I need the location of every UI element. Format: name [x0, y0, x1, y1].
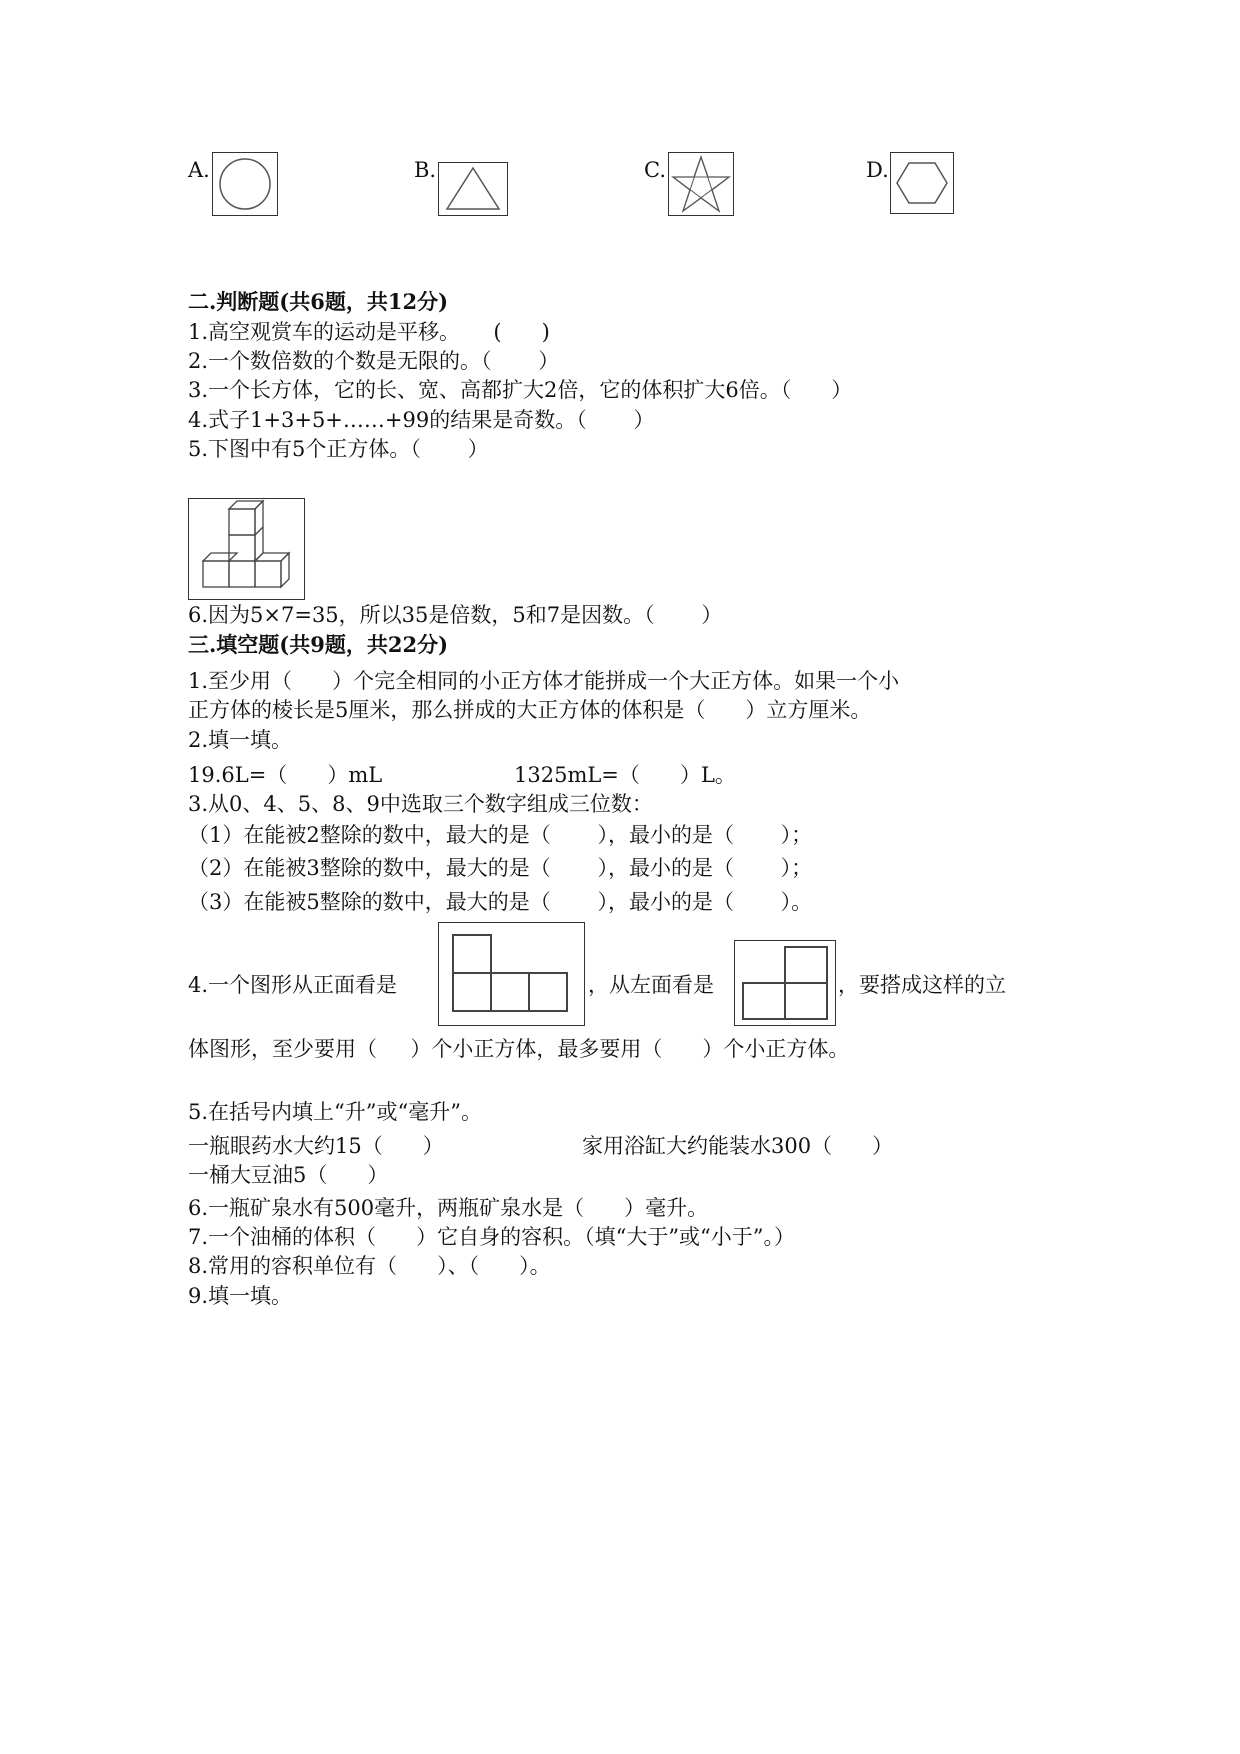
s3-question-4b: ，从左面看是: [588, 973, 714, 997]
s2-question-5: 5.下图中有5个正方体。（ ）: [188, 437, 489, 461]
s3-question-4d: 体图形，至少要用（ ）个小正方体，最多要用（ ）个小正方体。: [188, 1037, 850, 1061]
s3-question-2b: 1325mL=（ ）L。: [514, 763, 736, 787]
section2-heading: 二.判断题(共6题，共12分): [188, 289, 449, 314]
s3-question-8: 8.常用的容积单位有（ ）、（ ）。: [188, 1254, 551, 1278]
s3-question-2: 2.填一填。: [188, 728, 293, 752]
s3-question-6: 6.一瓶矿泉水有500毫升，两瓶矿泉水是（ ）毫升。: [188, 1196, 709, 1220]
left-view-figure: [734, 940, 836, 1026]
s3-question-7: 7.一个油桶的体积（ ）它自身的容积。（填“大于”或“小于”。）: [188, 1225, 796, 1249]
s3-question-1b: 正方体的棱长是5厘米，那么拼成的大正方体的体积是（ ）立方厘米。: [188, 698, 872, 722]
circle-icon: [213, 153, 277, 215]
section3-heading: 三.填空题(共9题，共22分): [188, 632, 449, 657]
s3-question-5a: 一瓶眼药水大约15（ ）: [188, 1134, 444, 1158]
s3-question-4a: 4.一个图形从正面看是: [188, 973, 398, 997]
s2-question-6: 6.因为5×7=35，所以35是倍数，5和7是因数。（ ）: [188, 603, 723, 627]
s2-question-4: 4.式子1+3+5+……+99的结果是奇数。（ ）: [188, 408, 655, 432]
option-c-box: [668, 152, 734, 216]
s3-question-5: 5.在括号内填上“升”或“毫升”。: [188, 1100, 482, 1124]
option-a-box: [212, 152, 278, 216]
cube-stack-figure: [188, 498, 305, 600]
star-icon: [669, 153, 733, 215]
option-d-label: D.: [866, 158, 889, 182]
s3-question-2a: 19.6L=（ ）mL: [188, 763, 383, 787]
s3-question-4c: ，要搭成这样的立: [838, 973, 1006, 997]
option-d-box: [890, 152, 954, 214]
hexagon-icon: [891, 153, 953, 213]
option-b-label: B.: [414, 158, 437, 182]
s3-question-5b: 家用浴缸大约能装水300（ ）: [582, 1134, 894, 1158]
s3-question-1a: 1.至少用（ ）个完全相同的小正方体才能拼成一个大正方体。如果一个小: [188, 669, 900, 693]
cube-stack-icon: [189, 499, 304, 599]
s3-question-3-2: （2）在能被3整除的数中，最大的是（ ），最小的是（ ）；: [188, 856, 813, 880]
s2-question-3: 3.一个长方体，它的长、宽、高都扩大2倍，它的体积扩大6倍。（ ）: [188, 378, 853, 402]
option-a-label: A.: [188, 158, 210, 182]
left-view-icon: [735, 941, 835, 1025]
s3-question-9: 9.填一填。: [188, 1284, 293, 1308]
option-b-box: [438, 162, 508, 216]
front-view-figure: [438, 922, 585, 1026]
s2-question-1: 1.高空观赏车的运动是平移。 ( ): [188, 320, 550, 344]
s2-question-2: 2.一个数倍数的个数是无限的。（ ）: [188, 349, 560, 373]
triangle-icon: [439, 163, 507, 215]
front-view-icon: [439, 923, 584, 1025]
s3-question-3-3: （3）在能被5整除的数中，最大的是（ ），最小的是（ ）。: [188, 890, 813, 914]
s3-question-5c: 一桶大豆油5（ ）: [188, 1163, 389, 1187]
option-c-label: C.: [644, 158, 666, 182]
s3-question-3: 3.从0、4、5、8、9中选取三个数字组成三位数：: [188, 792, 653, 816]
s3-question-3-1: （1）在能被2整除的数中，最大的是（ ），最小的是（ ）；: [188, 823, 813, 847]
